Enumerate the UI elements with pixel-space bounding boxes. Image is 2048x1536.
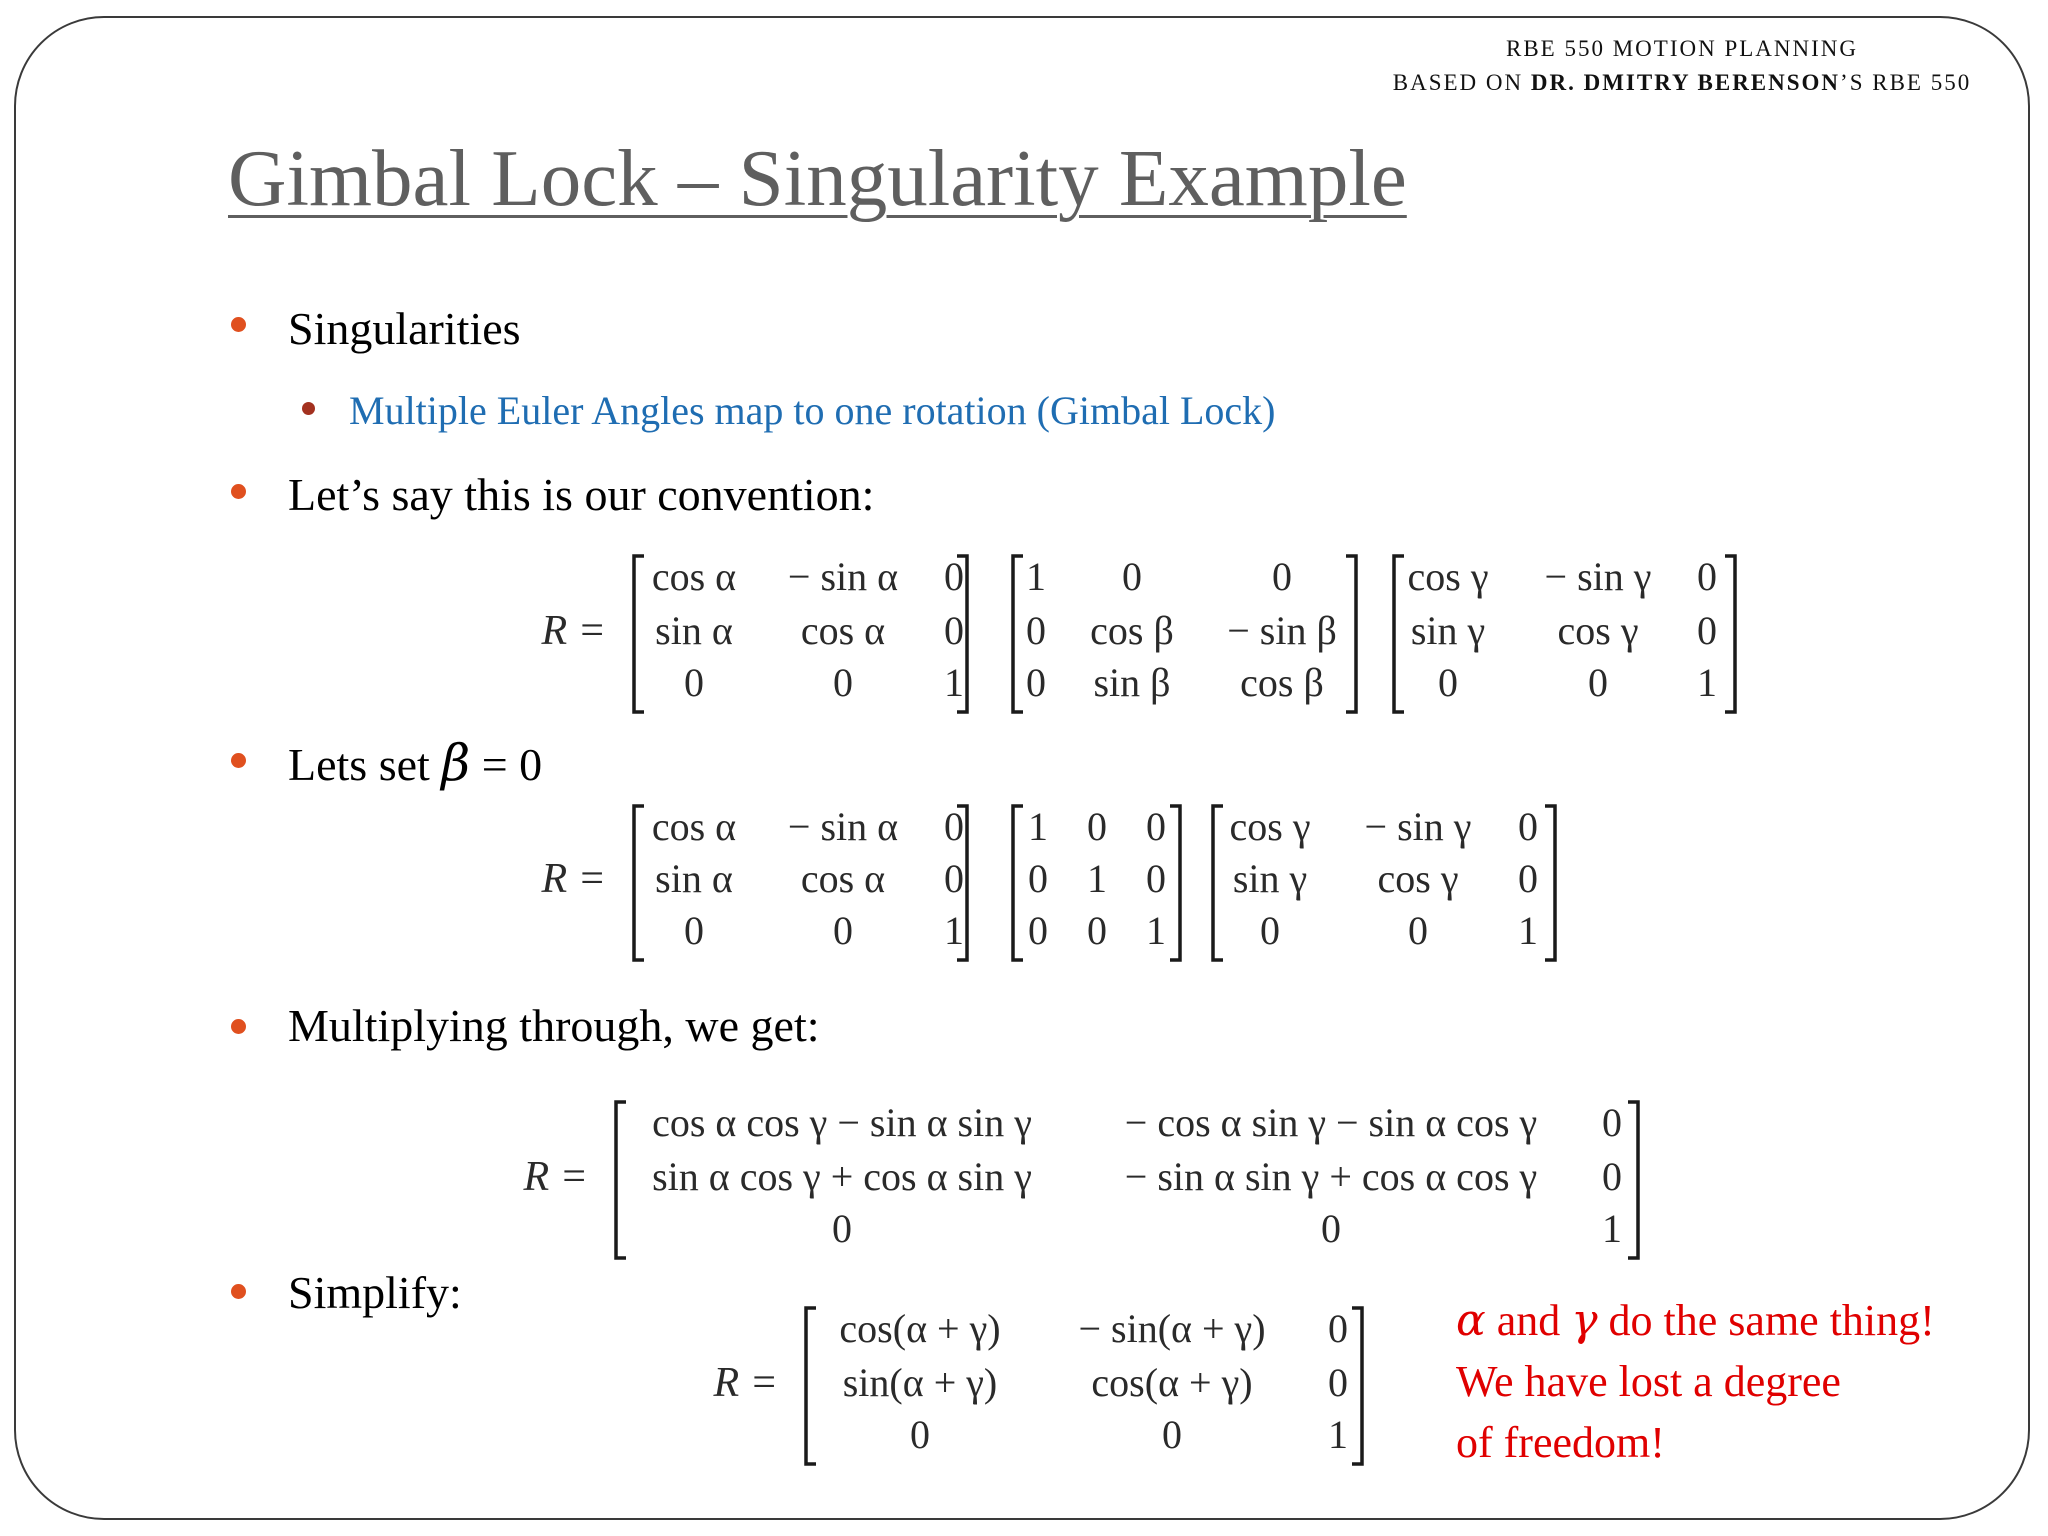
equation-lhs: R =: [523, 1154, 588, 1200]
matrix-bracket: [806, 1308, 816, 1464]
matrix-bracket: [1394, 556, 1404, 712]
matrix-entry: cos α cos γ − sin α sin γ: [652, 1100, 1032, 1145]
gamma-symbol: γ: [1571, 1295, 1598, 1346]
matrix-bracket: [1346, 556, 1356, 712]
matrix-entry: 1: [1518, 908, 1538, 953]
matrix-entry: 1: [1026, 554, 1046, 599]
matrix-entry: 0: [1438, 660, 1458, 705]
course-header-suffix: ’S RBE 550: [1840, 70, 1972, 95]
bullet-convention: Let’s say this is our convention:: [288, 469, 875, 520]
matrix-entry: 0: [944, 804, 964, 849]
matrix-entry: sin γ: [1232, 856, 1308, 901]
matrix-entry: 0: [944, 608, 964, 653]
matrix-entry: 0: [1146, 856, 1166, 901]
matrix-entry: 1: [1087, 856, 1107, 901]
set-beta-prefix: Lets set: [288, 739, 442, 790]
matrix-entry: cos α: [800, 856, 886, 901]
matrix-entry: 0: [1146, 804, 1166, 849]
bullet-simplify: Simplify:: [288, 1267, 462, 1318]
equation-lhs: R =: [713, 1360, 778, 1406]
matrix-entry: cos(α + γ): [1091, 1360, 1253, 1405]
note-line-3: of freedom!: [1456, 1418, 1665, 1467]
matrix-entry: 0: [1602, 1100, 1622, 1145]
matrix-entry: − sin γ: [1364, 804, 1472, 849]
matrix-entry: cos γ: [1229, 804, 1311, 849]
matrix-entry: − sin α sin γ + cos α cos γ: [1124, 1154, 1538, 1199]
matrix-entry: cos γ: [1377, 856, 1459, 901]
matrix-entry: − cos α sin γ − sin α cos γ: [1124, 1100, 1538, 1145]
equation-lhs: R =: [541, 856, 606, 902]
matrix-entry: 0: [944, 856, 964, 901]
equation-lhs: R =: [541, 608, 606, 654]
beta-symbol: β: [441, 734, 471, 792]
bullet-singularities: Singularities: [288, 303, 521, 354]
matrix-entry: sin α: [655, 608, 733, 653]
matrix-entry: 0: [1518, 856, 1538, 901]
course-header-prefix: BASED ON: [1392, 70, 1531, 95]
matrix-entry: 1: [1028, 804, 1048, 849]
note-line-1: [1456, 1290, 1935, 1351]
matrix-entry: − sin β: [1227, 608, 1337, 653]
matrix-entry: − sin α: [787, 804, 899, 849]
matrix-bracket: [634, 556, 644, 712]
matrix-entry: 0: [1328, 1306, 1348, 1351]
bullet-multiply: Multiplying through, we get:: [288, 1000, 820, 1051]
matrix-bracket: [1213, 806, 1223, 960]
matrix-entry: sin γ: [1410, 608, 1486, 653]
course-header-instructor: DR. DMITRY BERENSON: [1530, 70, 1841, 95]
matrix-entry: 0: [833, 660, 853, 705]
matrix-entry: − sin α: [787, 554, 899, 599]
matrix-entry: 0: [1328, 1360, 1348, 1405]
matrix-bracket: [1170, 806, 1180, 960]
matrix-bracket: [1013, 556, 1023, 712]
matrix-entry: sin α: [655, 856, 733, 901]
matrix-entry: 0: [1272, 554, 1292, 599]
course-header-line1: RBE 550 MOTION PLANNING: [1505, 36, 1859, 61]
note-line-2: We have lost a degree: [1456, 1357, 1841, 1406]
matrix-entry: 1: [1697, 660, 1717, 705]
matrix-entry: cos α: [651, 554, 737, 599]
matrix-entry: cos α: [800, 608, 886, 653]
matrix-entry: 0: [1122, 554, 1142, 599]
matrix-entry: 0: [1518, 804, 1538, 849]
matrix-entry: cos β: [1090, 608, 1174, 653]
matrix-entry: 0: [1588, 660, 1608, 705]
matrix-entry: 0: [1026, 608, 1046, 653]
matrix-entry: cos γ: [1557, 608, 1639, 653]
matrix-entry: 0: [832, 1206, 852, 1251]
matrix-entry: 0: [944, 554, 964, 599]
matrix-entry: cos γ: [1407, 554, 1489, 599]
matrix-entry: 0: [1260, 908, 1280, 953]
matrix-entry: − sin(α + γ): [1078, 1306, 1266, 1351]
matrix-entry: 0: [1408, 908, 1428, 953]
matrix-bracket: [1352, 1308, 1362, 1464]
matrix-entry: cos β: [1240, 660, 1324, 705]
matrix-entry: 0: [833, 908, 853, 953]
matrix-entry: sin(α + γ): [842, 1360, 998, 1405]
gimbal-lock-note: [1456, 1290, 1935, 1473]
matrix-bracket: [1725, 556, 1735, 712]
matrix-entry: 0: [684, 908, 704, 953]
matrix-entry: 0: [1602, 1154, 1622, 1199]
matrix-entry: 0: [910, 1412, 930, 1457]
matrix-entry: 0: [1028, 856, 1048, 901]
matrix-entry: cos(α + γ): [839, 1306, 1001, 1351]
matrix-entry: 0: [1087, 804, 1107, 849]
matrix-bracket: [616, 1102, 626, 1258]
matrix-entry: 0: [684, 660, 704, 705]
matrix-entry: 1: [944, 908, 964, 953]
matrix-entry: 0: [1087, 908, 1107, 953]
matrix-entry: 1: [1602, 1206, 1622, 1251]
matrix-entry: 0: [1697, 608, 1717, 653]
matrix-bracket: [1545, 806, 1555, 960]
matrix-entry: − sin γ: [1544, 554, 1652, 599]
matrix-entry: 0: [1028, 908, 1048, 953]
matrix-entry: 0: [1026, 660, 1046, 705]
matrix-entry: sin α cos γ + cos α sin γ: [652, 1154, 1032, 1199]
matrix-entry: 1: [1328, 1412, 1348, 1457]
matrix-entry: 1: [944, 660, 964, 705]
matrix-bracket: [1628, 1102, 1638, 1258]
matrix-entry: 0: [1321, 1206, 1341, 1251]
note-and: and: [1485, 1296, 1572, 1345]
sub-bullet-euler: Multiple Euler Angles map to one rotation (Gimbal Lock): [349, 388, 1276, 433]
matrix-entry: sin β: [1093, 660, 1171, 705]
matrix-entry: 0: [1162, 1412, 1182, 1457]
matrix-entry: cos α: [651, 804, 737, 849]
matrix-bracket: [634, 806, 644, 960]
note-line-1-rest: do the same thing!: [1597, 1296, 1935, 1345]
alpha-symbol: α: [1456, 1295, 1486, 1346]
slide-title: Gimbal Lock – Singularity Example: [228, 133, 1407, 223]
matrix-entry: 1: [1146, 908, 1166, 953]
matrix-entry: 0: [1697, 554, 1717, 599]
matrix-bracket: [1013, 806, 1023, 960]
set-beta-suffix: = 0: [470, 739, 543, 790]
